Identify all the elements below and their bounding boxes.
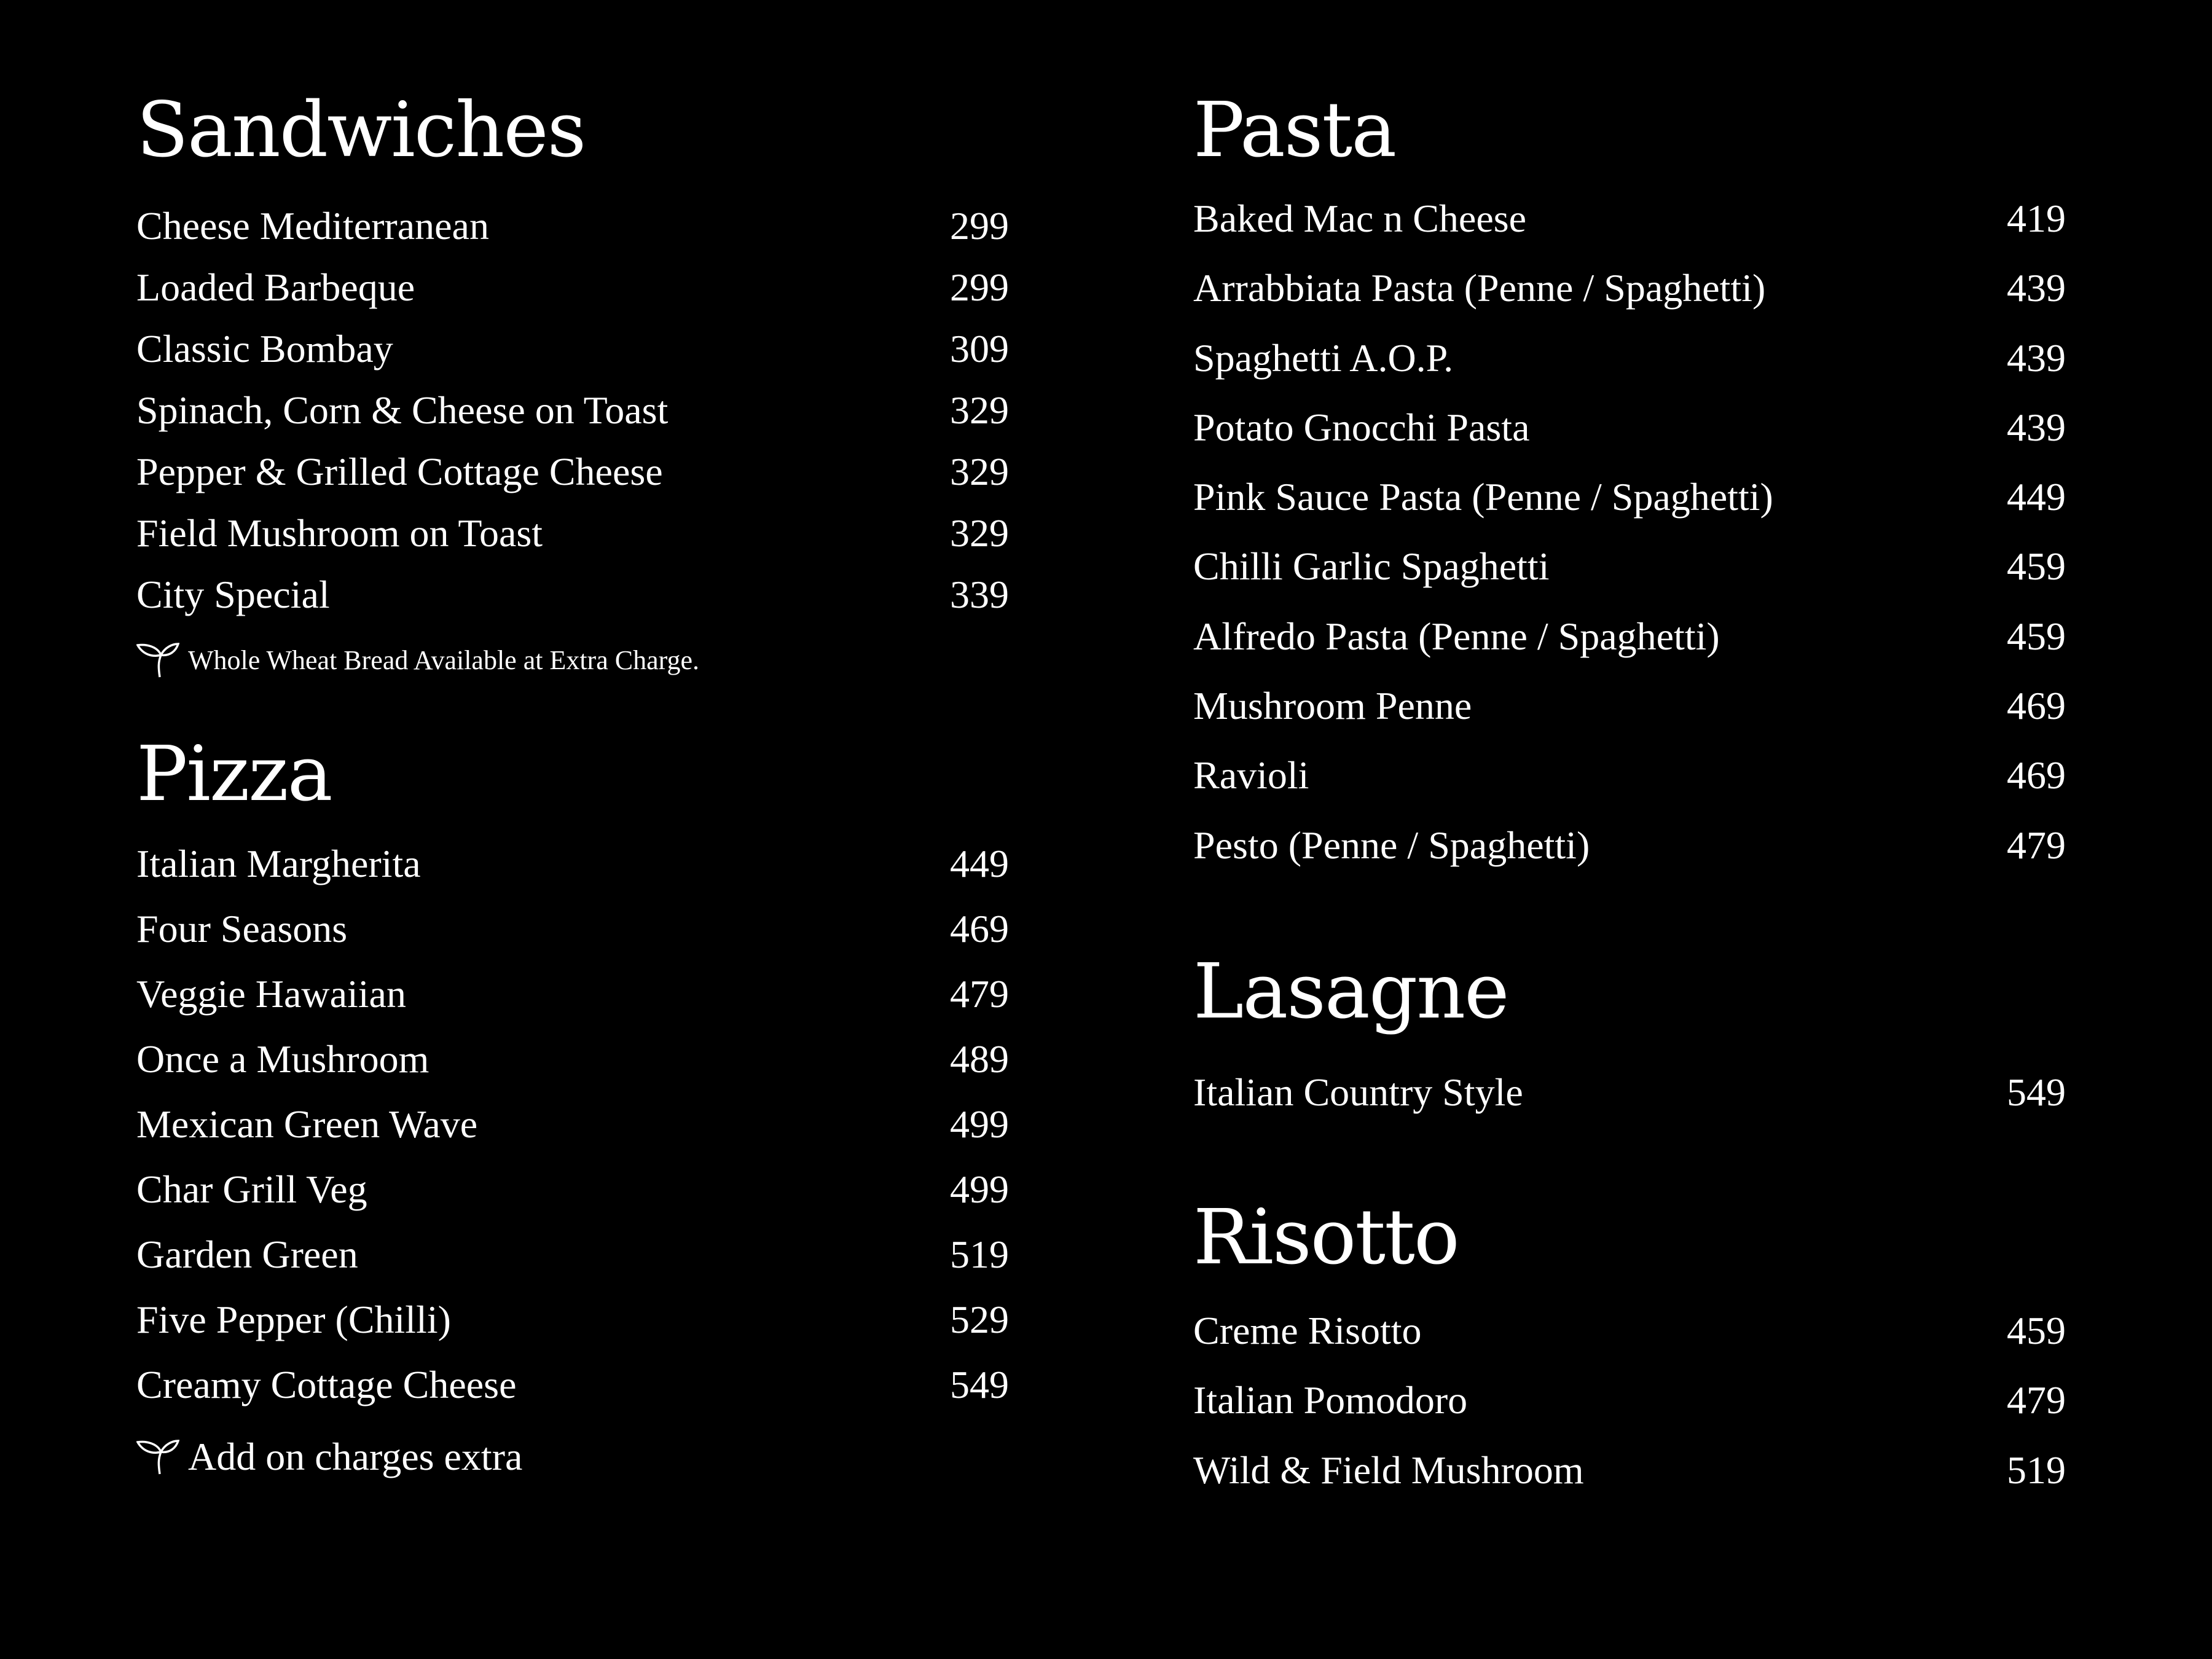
item-price: 529	[950, 1298, 1009, 1341]
pizza-note	[136, 1434, 1009, 1480]
menu-item	[1193, 477, 2066, 547]
menu-item	[136, 511, 1009, 575]
item-name: Pink Sauce Pasta (Penne / Spaghetti)	[1193, 475, 1773, 519]
menu-item	[1193, 266, 2066, 338]
item-name: Italian Country Style	[1193, 1070, 1523, 1114]
section-title-lasagne: Lasagne	[1193, 947, 1508, 1036]
item-price: 519	[950, 1233, 1009, 1276]
item-name: Wild & Field Mushroom	[1193, 1448, 1584, 1492]
menu-item	[136, 1037, 1009, 1105]
item-price: 449	[2007, 475, 2066, 519]
menu-item	[1193, 823, 2066, 895]
item-name: Cheese Mediterranean	[136, 204, 489, 248]
item-name: Creme Risotto	[1193, 1309, 1422, 1352]
item-price: 519	[2007, 1448, 2066, 1492]
item-name: Pesto (Penne / Spaghetti)	[1193, 823, 1590, 867]
item-price: 499	[950, 1102, 1009, 1146]
note-text: Add on charges extra	[188, 1435, 523, 1478]
item-price: 459	[2007, 1309, 2066, 1352]
menu-item	[136, 1365, 1009, 1430]
item-price: 339	[950, 573, 1009, 616]
item-name: Italian Margherita	[136, 842, 421, 885]
item-price: 459	[2007, 614, 2066, 658]
item-name: Veggie Hawaiian	[136, 972, 406, 1016]
sandwiches-note	[136, 641, 1009, 678]
menu-list-pizza	[136, 844, 1009, 1430]
menu-item	[136, 1235, 1009, 1300]
item-price: 469	[2007, 753, 2066, 798]
menu-item	[1193, 544, 2066, 616]
item-price: 439	[2007, 405, 2066, 449]
menu-item	[136, 265, 1009, 329]
item-price: 439	[2007, 266, 2066, 310]
item-price: 419	[2007, 197, 2066, 240]
menu-item	[1193, 753, 2066, 825]
section-pasta	[1193, 86, 2066, 895]
item-name: Four Seasons	[136, 907, 348, 951]
menu-item	[136, 206, 1009, 268]
section-risotto	[1193, 1193, 2066, 1520]
menu-item	[136, 1167, 1009, 1235]
item-name: Creamy Cottage Cheese	[136, 1363, 517, 1406]
item-name: Pepper & Grilled Cottage Cheese	[136, 450, 663, 493]
item-name: Loaded Barbeque	[136, 265, 415, 309]
item-price: 329	[950, 450, 1009, 493]
menu-list-risotto	[1193, 1311, 2066, 1520]
item-price: 479	[2007, 1378, 2066, 1422]
menu-item	[1193, 686, 2066, 756]
sprout-icon	[136, 1438, 179, 1475]
section-pizza	[136, 730, 1009, 1480]
section-title-pasta: Pasta	[1193, 86, 1396, 175]
menu-item	[1193, 1070, 2066, 1134]
menu-list-pasta	[1193, 199, 2066, 895]
item-price: 449	[950, 842, 1009, 885]
item-name: Mushroom Penne	[1193, 684, 1472, 728]
note-text: Whole Wheat Bread Available at Extra Charge.	[188, 645, 700, 675]
item-price: 469	[950, 907, 1009, 951]
item-name: Once a Mushroom	[136, 1037, 429, 1081]
menu-item	[1193, 614, 2066, 686]
item-name: Alfredo Pasta (Penne / Spaghetti)	[1193, 614, 1720, 658]
item-price: 299	[950, 204, 1009, 248]
menu-list-sandwiches	[136, 206, 1009, 637]
sprout-icon	[136, 641, 179, 678]
menu-list-lasagne	[1193, 1070, 2066, 1134]
section-title-risotto: Risotto	[1193, 1193, 1459, 1282]
item-name: Five Pepper (Chilli)	[136, 1298, 451, 1341]
menu-item	[136, 329, 1009, 391]
item-name: Char Grill Veg	[136, 1167, 367, 1211]
menu-item	[136, 388, 1009, 452]
item-price: 479	[950, 972, 1009, 1016]
item-price: 309	[950, 327, 1009, 371]
item-price: 499	[950, 1167, 1009, 1211]
menu-item	[136, 1102, 1009, 1170]
item-name: Field Mushroom on Toast	[136, 511, 543, 555]
menu-item	[1193, 1448, 2066, 1520]
item-name: Chilli Garlic Spaghetti	[1193, 544, 1550, 589]
item-name: Spinach, Corn & Cheese on Toast	[136, 388, 669, 432]
menu-item	[1193, 1378, 2066, 1450]
item-name: Potato Gnocchi Pasta	[1193, 405, 1530, 449]
item-price: 439	[2007, 335, 2066, 380]
item-name: Classic Bombay	[136, 327, 393, 371]
item-name: Ravioli	[1193, 753, 1309, 798]
item-price: 549	[2007, 1070, 2066, 1114]
section-title-sandwiches: Sandwiches	[136, 86, 586, 175]
menu-item	[1193, 1311, 2066, 1381]
section-sandwiches	[136, 86, 1009, 678]
menu-item	[136, 909, 1009, 975]
menu-item	[136, 1300, 1009, 1365]
item-price: 299	[950, 265, 1009, 309]
item-name: Garden Green	[136, 1233, 358, 1276]
item-name: Italian Pomodoro	[1193, 1378, 1468, 1422]
item-price: 459	[2007, 544, 2066, 589]
item-name: Spaghetti A.O.P.	[1193, 335, 1454, 380]
menu-item	[1193, 405, 2066, 477]
menu-item	[136, 452, 1009, 514]
item-price: 329	[950, 388, 1009, 432]
section-title-pizza: Pizza	[136, 730, 332, 818]
section-lasagne	[1193, 947, 2066, 1134]
menu-item	[136, 972, 1009, 1040]
item-price: 479	[2007, 823, 2066, 867]
menu-item	[1193, 335, 2066, 408]
item-price: 549	[950, 1363, 1009, 1406]
menu-item	[136, 575, 1009, 637]
item-price: 489	[950, 1037, 1009, 1081]
item-name: Mexican Green Wave	[136, 1102, 478, 1146]
menu-item	[136, 844, 1009, 909]
item-price: 329	[950, 511, 1009, 555]
item-price: 469	[2007, 684, 2066, 728]
item-name: City Special	[136, 573, 330, 616]
item-name: Baked Mac n Cheese	[1193, 197, 1527, 240]
item-name: Arrabbiata Pasta (Penne / Spaghetti)	[1193, 266, 1766, 310]
menu-item	[1193, 199, 2066, 269]
